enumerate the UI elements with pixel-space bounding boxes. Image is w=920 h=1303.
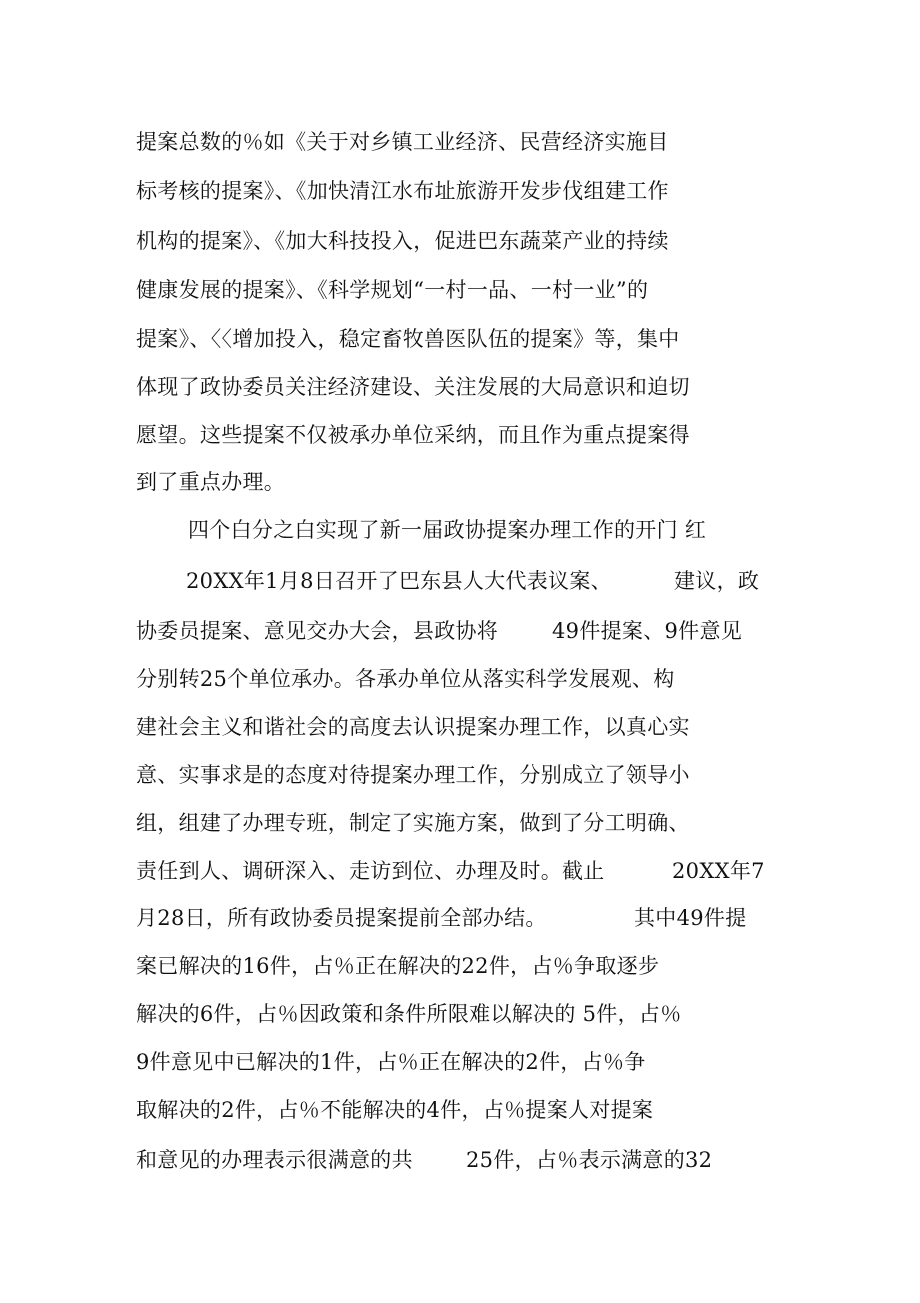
text-segment: 协委员提案、意见交办大会，县政协将 [136,619,499,643]
text-segment: 20XX年1月8日召开了巴东县人大代表议案、 [186,569,612,593]
text-line-15 [0,803,920,843]
text-segment: 机构的提案》、《加大科技投入，促进巴东蔬菜产业的持续 [136,229,669,253]
text-segment: 建社会主义和谐社会的高度去认识提案办理工作，以真心实 [136,715,690,739]
text-segment: 提案总数的％如《关于对乡镇工业经济、民营经济实施目 [136,130,669,154]
text-line-14 [0,755,920,795]
text-line-22 [0,1140,920,1180]
text-line-6 [0,367,920,407]
text-segment: 案已解决的16件，占％正在解决的22件，占％争取逐步 [136,954,660,978]
text-line-5 [0,319,920,359]
text-segment: 分别转25个单位承办。各承办单位从落实科学发展观、构 [136,667,675,691]
text-line-18 [0,946,920,986]
text-segment: 25件，占％表示满意的32 [466,1148,713,1172]
text-line-16 [0,851,920,891]
text-line-8 [0,462,920,502]
text-segment: 组，组建了办理专班，制定了实施方案，做到了分工明确、 [136,811,690,835]
text-line-7 [0,415,920,455]
text-segment: 月28日，所有政协委员提案提前全部办结。 [136,906,547,930]
text-line-1 [0,122,920,162]
text-line-11 [0,611,920,651]
text-segment: 标考核的提案》、《加快清江水布址旅游开发步伐组建工作 [136,179,669,203]
text-segment: 9件意见中已解决的1件，占％正在解决的2件，占％争 [136,1050,646,1074]
text-line-2 [0,171,920,211]
text-line-13 [0,707,920,747]
paragraph-heading [0,510,920,550]
text-segment: 愿望。这些提案不仅被承办单位采纳，而且作为重点提案得 [136,423,690,447]
text-line-19 [0,994,920,1034]
text-segment: 到了重点办理。 [136,470,286,494]
text-line-17 [0,898,920,938]
text-segment: 建议，政 [674,569,760,593]
text-line-3 [0,221,920,261]
text-line-4 [0,270,920,310]
text-segment: 健康发展的提案》、《科学规划“一村一品、一村一业”的 [136,278,649,302]
text-segment: 20XX年7 [672,859,765,883]
text-segment: 49件提案、9件意见 [552,619,743,643]
text-segment: 体现了政协委员关注经济建设、关注发展的大局意识和迫切 [136,375,690,399]
text-segment: 和意见的办理表示很满意的共 [136,1148,413,1172]
text-line-20 [0,1042,920,1082]
text-segment: 其中49件提 [634,906,747,930]
text-line-21 [0,1090,920,1130]
text-line-12 [0,659,920,699]
text-segment: 取解决的2件，占％不能解决的4件，占％提案人对提案 [136,1098,654,1122]
text-segment: 责任到人、调研深入、走访到位、办理及时。截止 [136,859,605,883]
text-segment: 意、实事求是的态度对待提案办理工作，分别成立了领导小 [136,763,690,787]
text-segment: 四个白分之白实现了新一届政协提案办理工作的开门 红 [188,518,707,542]
text-segment: 提案》、〈〈增加投入，稳定畜牧兽医队伍的提案》等，集中 [136,327,680,351]
text-segment: 解决的6件，占％因政策和条件所限难以解决的 5件，占％ [136,1002,682,1026]
text-line-10 [0,561,920,601]
